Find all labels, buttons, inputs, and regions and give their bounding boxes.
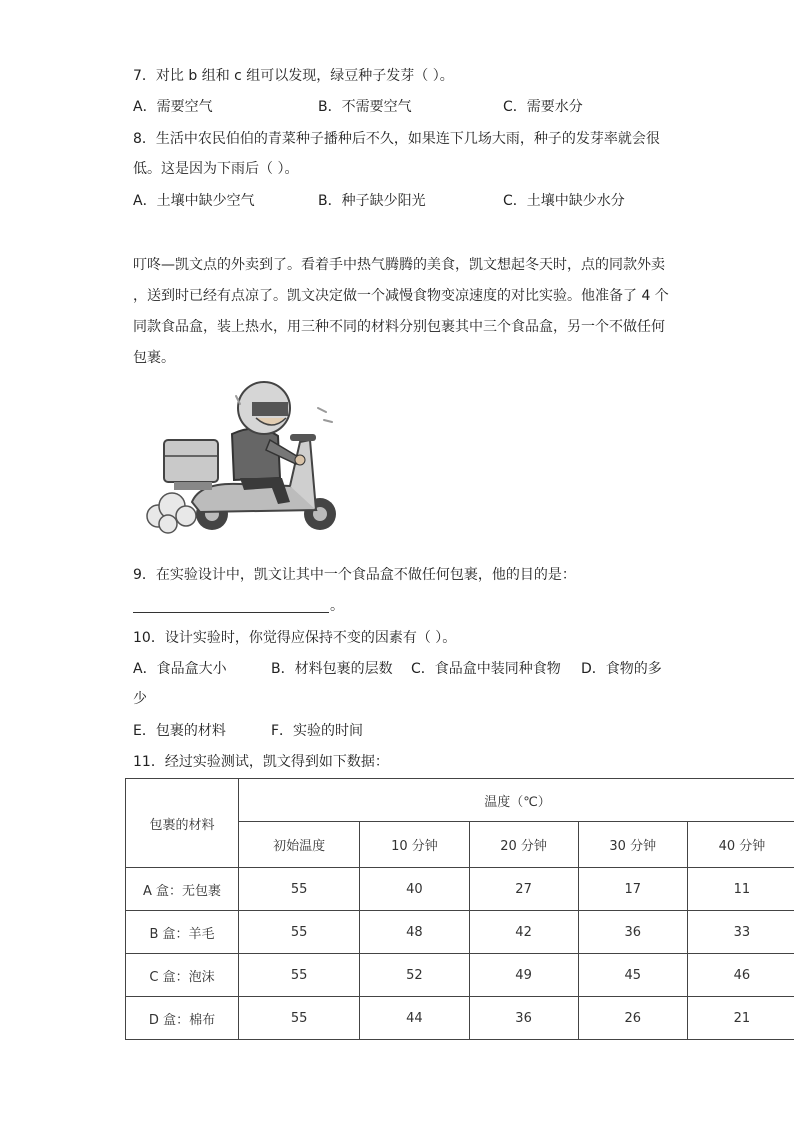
q10-option-f: F．实验的时间 bbox=[271, 723, 364, 739]
story-passage bbox=[133, 250, 673, 374]
table-cell: 55 bbox=[239, 868, 360, 911]
table-cell: 17 bbox=[578, 868, 687, 911]
q11-stem: 11．经过实验测试，凯文得到如下数据： bbox=[133, 754, 389, 770]
table-cell: 36 bbox=[469, 997, 578, 1040]
table-cell: 55 bbox=[239, 911, 360, 954]
q10-option-e: E．包裹的材料 bbox=[133, 723, 226, 739]
q8-option-b: B．种子缺少阳光 bbox=[318, 193, 426, 209]
table-cell: 49 bbox=[469, 954, 578, 997]
q10-stem: 10．设计实验时，你觉得应保持不变的因素有（ ）。 bbox=[133, 630, 457, 646]
q8-stem-line2: 低。这是因为下雨后（ ）。 bbox=[133, 161, 299, 177]
q7-option-a: A．需要空气 bbox=[133, 99, 213, 115]
temperature-header: 温度（℃） bbox=[239, 779, 794, 822]
q10-option-a: A．食品盒大小 bbox=[133, 661, 227, 677]
q8-option-c: C．土壤中缺少水分 bbox=[503, 193, 625, 209]
table-cell: 55 bbox=[239, 997, 360, 1040]
passage-line-4: 包裹。 bbox=[133, 350, 175, 366]
q7-option-c: C．需要水分 bbox=[503, 99, 583, 115]
table-cell: 21 bbox=[687, 997, 794, 1040]
row-label: B 盒：羊毛 bbox=[126, 911, 239, 954]
row-label: D 盒：棉布 bbox=[126, 997, 239, 1040]
table-row bbox=[126, 911, 794, 954]
table-cell: 42 bbox=[469, 911, 578, 954]
table-cell: 11 bbox=[687, 868, 794, 911]
table-cell: 55 bbox=[239, 954, 360, 997]
temperature-table bbox=[125, 778, 794, 1040]
q10-option-d-continuation: 少 bbox=[133, 691, 147, 707]
passage-line-3: 同款食品盒，装上热水，用三种不同的材料分别包裹其中三个食品盒，另一个不做任何 bbox=[133, 319, 665, 335]
row-label: A 盒：无包裹 bbox=[126, 868, 239, 911]
table-row bbox=[126, 868, 794, 911]
time-header: 初始温度 bbox=[239, 822, 360, 868]
table-cell: 40 bbox=[360, 868, 469, 911]
q9-answer-blank[interactable] bbox=[133, 604, 329, 613]
q9-end-mark: 。 bbox=[330, 598, 344, 614]
table-row bbox=[126, 954, 794, 997]
passage-line-2: ，送到时已经有点凉了。凯文决定做一个减慢食物变凉速度的对比实验。他准备了 4 个 bbox=[133, 288, 669, 304]
table-row bbox=[126, 997, 794, 1040]
table-cell: 46 bbox=[687, 954, 794, 997]
q7-stem: 7．对比 b 组和 c 组可以发现，绿豆种子发芽（ ）。 bbox=[133, 68, 454, 84]
table-cell: 27 bbox=[469, 868, 578, 911]
time-header: 40 分钟 bbox=[687, 822, 794, 868]
q10-option-b: B．材料包裹的层数 bbox=[271, 661, 393, 677]
q7-option-b: B．不需要空气 bbox=[318, 99, 412, 115]
table-cell: 45 bbox=[578, 954, 687, 997]
q9-stem: 9．在实验设计中，凯文让其中一个食品盒不做任何包裹，他的目的是： bbox=[133, 567, 576, 583]
delivery-rider-illustration bbox=[140, 378, 350, 538]
table-cell: 36 bbox=[578, 911, 687, 954]
table-cell: 52 bbox=[360, 954, 469, 997]
table-cell: 44 bbox=[360, 997, 469, 1040]
table-cell: 26 bbox=[578, 997, 687, 1040]
row-label: C 盒：泡沫 bbox=[126, 954, 239, 997]
table-cell: 33 bbox=[687, 911, 794, 954]
table-cell: 48 bbox=[360, 911, 469, 954]
time-header: 30 分钟 bbox=[578, 822, 687, 868]
material-header: 包裹的材料 bbox=[126, 779, 239, 868]
passage-line-1: 叮咚—凯文点的外卖到了。看着手中热气腾腾的美食，凯文想起冬天时，点的同款外卖 bbox=[133, 257, 665, 273]
time-header: 20 分钟 bbox=[469, 822, 578, 868]
q10-option-d: D．食物的多 bbox=[581, 661, 662, 677]
q10-option-c: C．食品盒中装同种食物 bbox=[411, 661, 561, 677]
q8-stem-line1: 8．生活中农民伯伯的青菜种子播种后不久，如果连下几场大雨，种子的发芽率就会很 bbox=[133, 131, 660, 147]
q8-option-a: A．土壤中缺少空气 bbox=[133, 193, 255, 209]
time-header: 10 分钟 bbox=[360, 822, 469, 868]
